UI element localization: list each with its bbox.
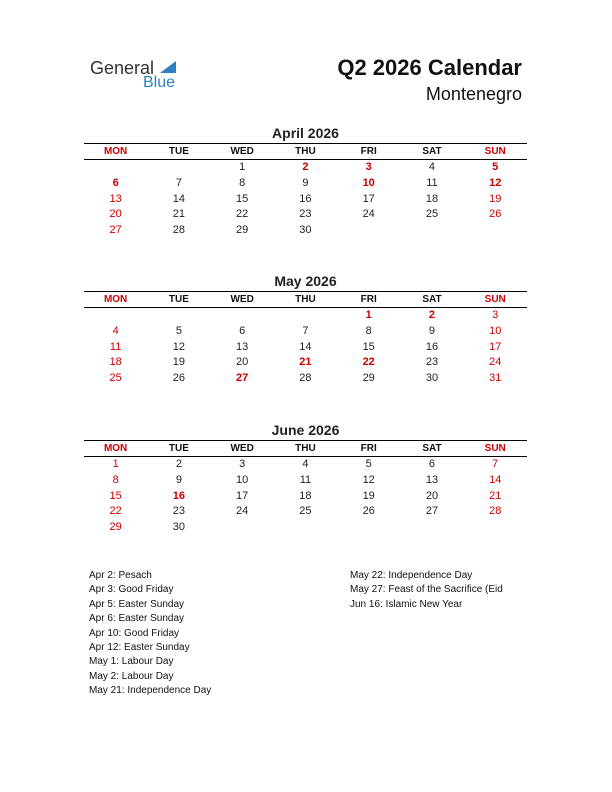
week-row <box>84 355 527 371</box>
day-cell: 18 <box>109 356 122 369</box>
day-cell: 23 <box>425 356 439 369</box>
week-row <box>84 489 527 505</box>
day-cell: 15 <box>109 489 122 502</box>
day-cell: 20 <box>236 356 249 369</box>
weekday-label: MON <box>103 443 128 454</box>
day-cell: 21 <box>489 489 502 502</box>
holiday-entry: Jun 16: Islamic New Year <box>350 598 463 610</box>
holiday-entry: Apr 12: Easter Sunday <box>89 642 190 654</box>
weekday-label: SAT <box>422 294 442 305</box>
week-row <box>84 340 527 356</box>
day-cell: 18 <box>299 489 312 502</box>
day-cell: 21 <box>172 208 186 221</box>
day-cell: 18 <box>425 192 439 205</box>
day-cell: 12 <box>172 340 186 353</box>
day-cell: 26 <box>172 372 186 385</box>
day-cell: 8 <box>112 473 119 486</box>
day-cell: 1 <box>365 309 372 321</box>
day-cell: 2 <box>175 458 182 470</box>
week-row <box>84 324 527 340</box>
holiday-entry: Apr 2: Pesach <box>89 570 152 581</box>
day-cell: 28 <box>489 505 502 518</box>
day-cell: 5 <box>492 161 499 173</box>
day-cell: 3 <box>492 309 499 321</box>
day-cell: 10 <box>236 473 249 486</box>
day-cell: 9 <box>302 176 309 189</box>
day-cell: 4 <box>428 161 436 173</box>
day-cell: 31 <box>489 372 502 385</box>
day-cell: 21 <box>299 356 312 369</box>
week-row <box>84 176 527 192</box>
logo-triangle-icon <box>160 61 176 73</box>
day-cell: 16 <box>299 192 312 205</box>
weekday-label: WED <box>230 443 254 454</box>
week-row <box>84 504 527 520</box>
day-cell: 1 <box>112 458 119 470</box>
day-cell: 26 <box>362 505 375 518</box>
day-cell: 30 <box>299 224 312 237</box>
empty-day-cell <box>211 308 274 324</box>
day-cell: 6 <box>112 176 119 189</box>
generalblue-logo <box>90 58 210 94</box>
day-cell: 6 <box>239 324 246 337</box>
month-calendar <box>84 124 527 239</box>
day-cell: 11 <box>426 176 438 189</box>
day-cell: 24 <box>489 356 502 369</box>
day-cell: 23 <box>172 505 186 518</box>
empty-day-cell <box>147 160 210 176</box>
day-cell: 24 <box>236 505 249 518</box>
week-row <box>84 308 527 324</box>
page-title: Q2 2026 Calendar <box>337 55 522 80</box>
day-cell: 7 <box>175 176 182 189</box>
holiday-entry: May 27: Feast of the Sacrifice (Eid <box>350 584 503 596</box>
day-cell: 1 <box>239 161 246 173</box>
holiday-list-right <box>350 569 503 612</box>
day-cell: 8 <box>365 324 372 337</box>
day-cell: 11 <box>299 473 312 486</box>
empty-day-cell <box>464 223 527 239</box>
day-cell: 5 <box>175 324 182 337</box>
weekday-label: SUN <box>484 294 506 305</box>
day-cell: 16 <box>425 340 439 353</box>
holiday-entry: May 1: Labour Day <box>89 656 174 668</box>
logo-text-general: General <box>90 58 155 78</box>
day-cell: 15 <box>236 192 249 205</box>
day-cell: 20 <box>425 489 439 502</box>
day-cell: 27 <box>425 505 439 518</box>
holiday-list-left <box>89 569 211 699</box>
week-row <box>84 207 527 223</box>
logo-text-blue: Blue <box>143 74 176 91</box>
empty-day-cell <box>400 520 463 536</box>
day-cell: 30 <box>172 521 186 534</box>
empty-day-cell <box>274 308 337 324</box>
weekday-label: SAT <box>422 443 442 454</box>
holiday-entry: Apr 5: Easter Sunday <box>89 598 185 610</box>
empty-day-cell <box>400 223 463 239</box>
day-cell: 3 <box>239 458 246 470</box>
week-row <box>84 473 527 489</box>
day-cell: 14 <box>172 192 186 205</box>
day-cell: 25 <box>109 372 122 385</box>
day-cell: 3 <box>365 161 372 173</box>
empty-day-cell <box>147 308 210 324</box>
weekday-label: SUN <box>484 146 506 157</box>
weekday-label: THU <box>295 443 316 454</box>
day-cell: 27 <box>109 224 122 237</box>
day-cell: 9 <box>428 324 436 337</box>
week-row <box>84 192 527 208</box>
day-cell: 26 <box>489 208 502 221</box>
weekday-header <box>84 291 527 308</box>
day-cell: 10 <box>489 324 502 337</box>
country-subtitle: Montenegro <box>425 84 522 104</box>
weekday-label: FRI <box>360 294 377 305</box>
day-cell: 12 <box>362 473 375 486</box>
day-cell: 4 <box>302 458 309 470</box>
day-cell: 15 <box>362 340 375 353</box>
day-cell: 19 <box>489 192 502 205</box>
empty-day-cell <box>337 223 400 239</box>
empty-day-cell <box>274 520 337 536</box>
month-title: May 2026 <box>274 273 337 289</box>
day-cell: 6 <box>428 458 436 470</box>
day-cell: 22 <box>109 505 122 518</box>
empty-day-cell <box>84 160 147 176</box>
day-cell: 12 <box>489 176 502 189</box>
week-row <box>84 457 527 473</box>
weekday-label: THU <box>295 146 316 157</box>
day-cell: 29 <box>109 521 122 534</box>
weekday-label: TUE <box>168 146 189 157</box>
day-cell: 8 <box>239 176 246 189</box>
day-cell: 14 <box>489 473 502 486</box>
day-cell: 30 <box>425 372 439 385</box>
day-cell: 28 <box>172 224 186 237</box>
day-cell: 2 <box>428 309 436 321</box>
day-cell: 22 <box>362 356 375 369</box>
day-cell: 29 <box>236 224 249 237</box>
day-cell: 28 <box>299 372 312 385</box>
holiday-entry: Apr 10: Good Friday <box>89 627 180 639</box>
day-cell: 7 <box>492 458 499 470</box>
day-cell: 9 <box>175 473 182 486</box>
day-cell: 19 <box>362 489 375 502</box>
day-cell: 17 <box>489 340 502 353</box>
day-cell: 5 <box>365 458 372 470</box>
day-cell: 25 <box>299 505 312 518</box>
day-cell: 29 <box>362 372 375 385</box>
day-cell: 24 <box>362 208 375 221</box>
week-row <box>84 371 527 387</box>
day-cell: 23 <box>299 208 312 221</box>
day-cell: 17 <box>236 489 249 502</box>
day-cell: 19 <box>172 356 186 369</box>
day-cell: 2 <box>302 161 309 173</box>
week-row <box>84 223 527 239</box>
holiday-entry: Apr 6: Easter Sunday <box>89 613 185 625</box>
day-cell: 20 <box>109 208 122 221</box>
weekday-header <box>84 143 527 160</box>
day-cell: 16 <box>172 489 186 502</box>
day-cell: 22 <box>236 208 249 221</box>
weekday-label: SUN <box>484 443 506 454</box>
holiday-entry: Apr 3: Good Friday <box>89 584 174 596</box>
month-calendar <box>84 272 527 387</box>
weekday-label: FRI <box>360 443 377 454</box>
day-cell: 25 <box>425 208 439 221</box>
weekday-label: WED <box>230 146 254 157</box>
day-cell: 11 <box>109 340 122 353</box>
day-cell: 7 <box>302 324 309 337</box>
weekday-label: SAT <box>422 146 442 157</box>
weekday-label: TUE <box>168 443 189 454</box>
empty-day-cell <box>337 520 400 536</box>
day-cell: 13 <box>236 340 249 353</box>
month-title: April 2026 <box>272 125 339 141</box>
day-cell: 4 <box>112 324 119 337</box>
weekday-label: TUE <box>168 294 189 305</box>
weekday-header <box>84 440 527 457</box>
weekday-label: FRI <box>360 146 377 157</box>
weekday-label: MON <box>103 146 128 157</box>
holiday-entry: May 2: Labour Day <box>89 670 174 682</box>
day-cell: 17 <box>362 192 375 205</box>
weekday-label: WED <box>230 294 254 305</box>
day-cell: 14 <box>299 340 312 353</box>
empty-day-cell <box>464 520 527 536</box>
week-row <box>84 520 527 536</box>
day-cell: 13 <box>109 192 122 205</box>
day-cell: 27 <box>236 372 249 385</box>
weekday-label: MON <box>103 294 128 305</box>
holiday-entry: May 22: Independence Day <box>350 570 473 581</box>
holiday-entry: May 21: Independence Day <box>89 685 212 697</box>
empty-day-cell <box>211 520 274 536</box>
week-row <box>84 160 527 176</box>
empty-day-cell <box>84 308 147 324</box>
month-title: June 2026 <box>271 422 340 438</box>
month-calendar <box>84 421 527 536</box>
weekday-label: THU <box>295 294 316 305</box>
day-cell: 13 <box>425 473 439 486</box>
day-cell: 10 <box>362 176 375 189</box>
